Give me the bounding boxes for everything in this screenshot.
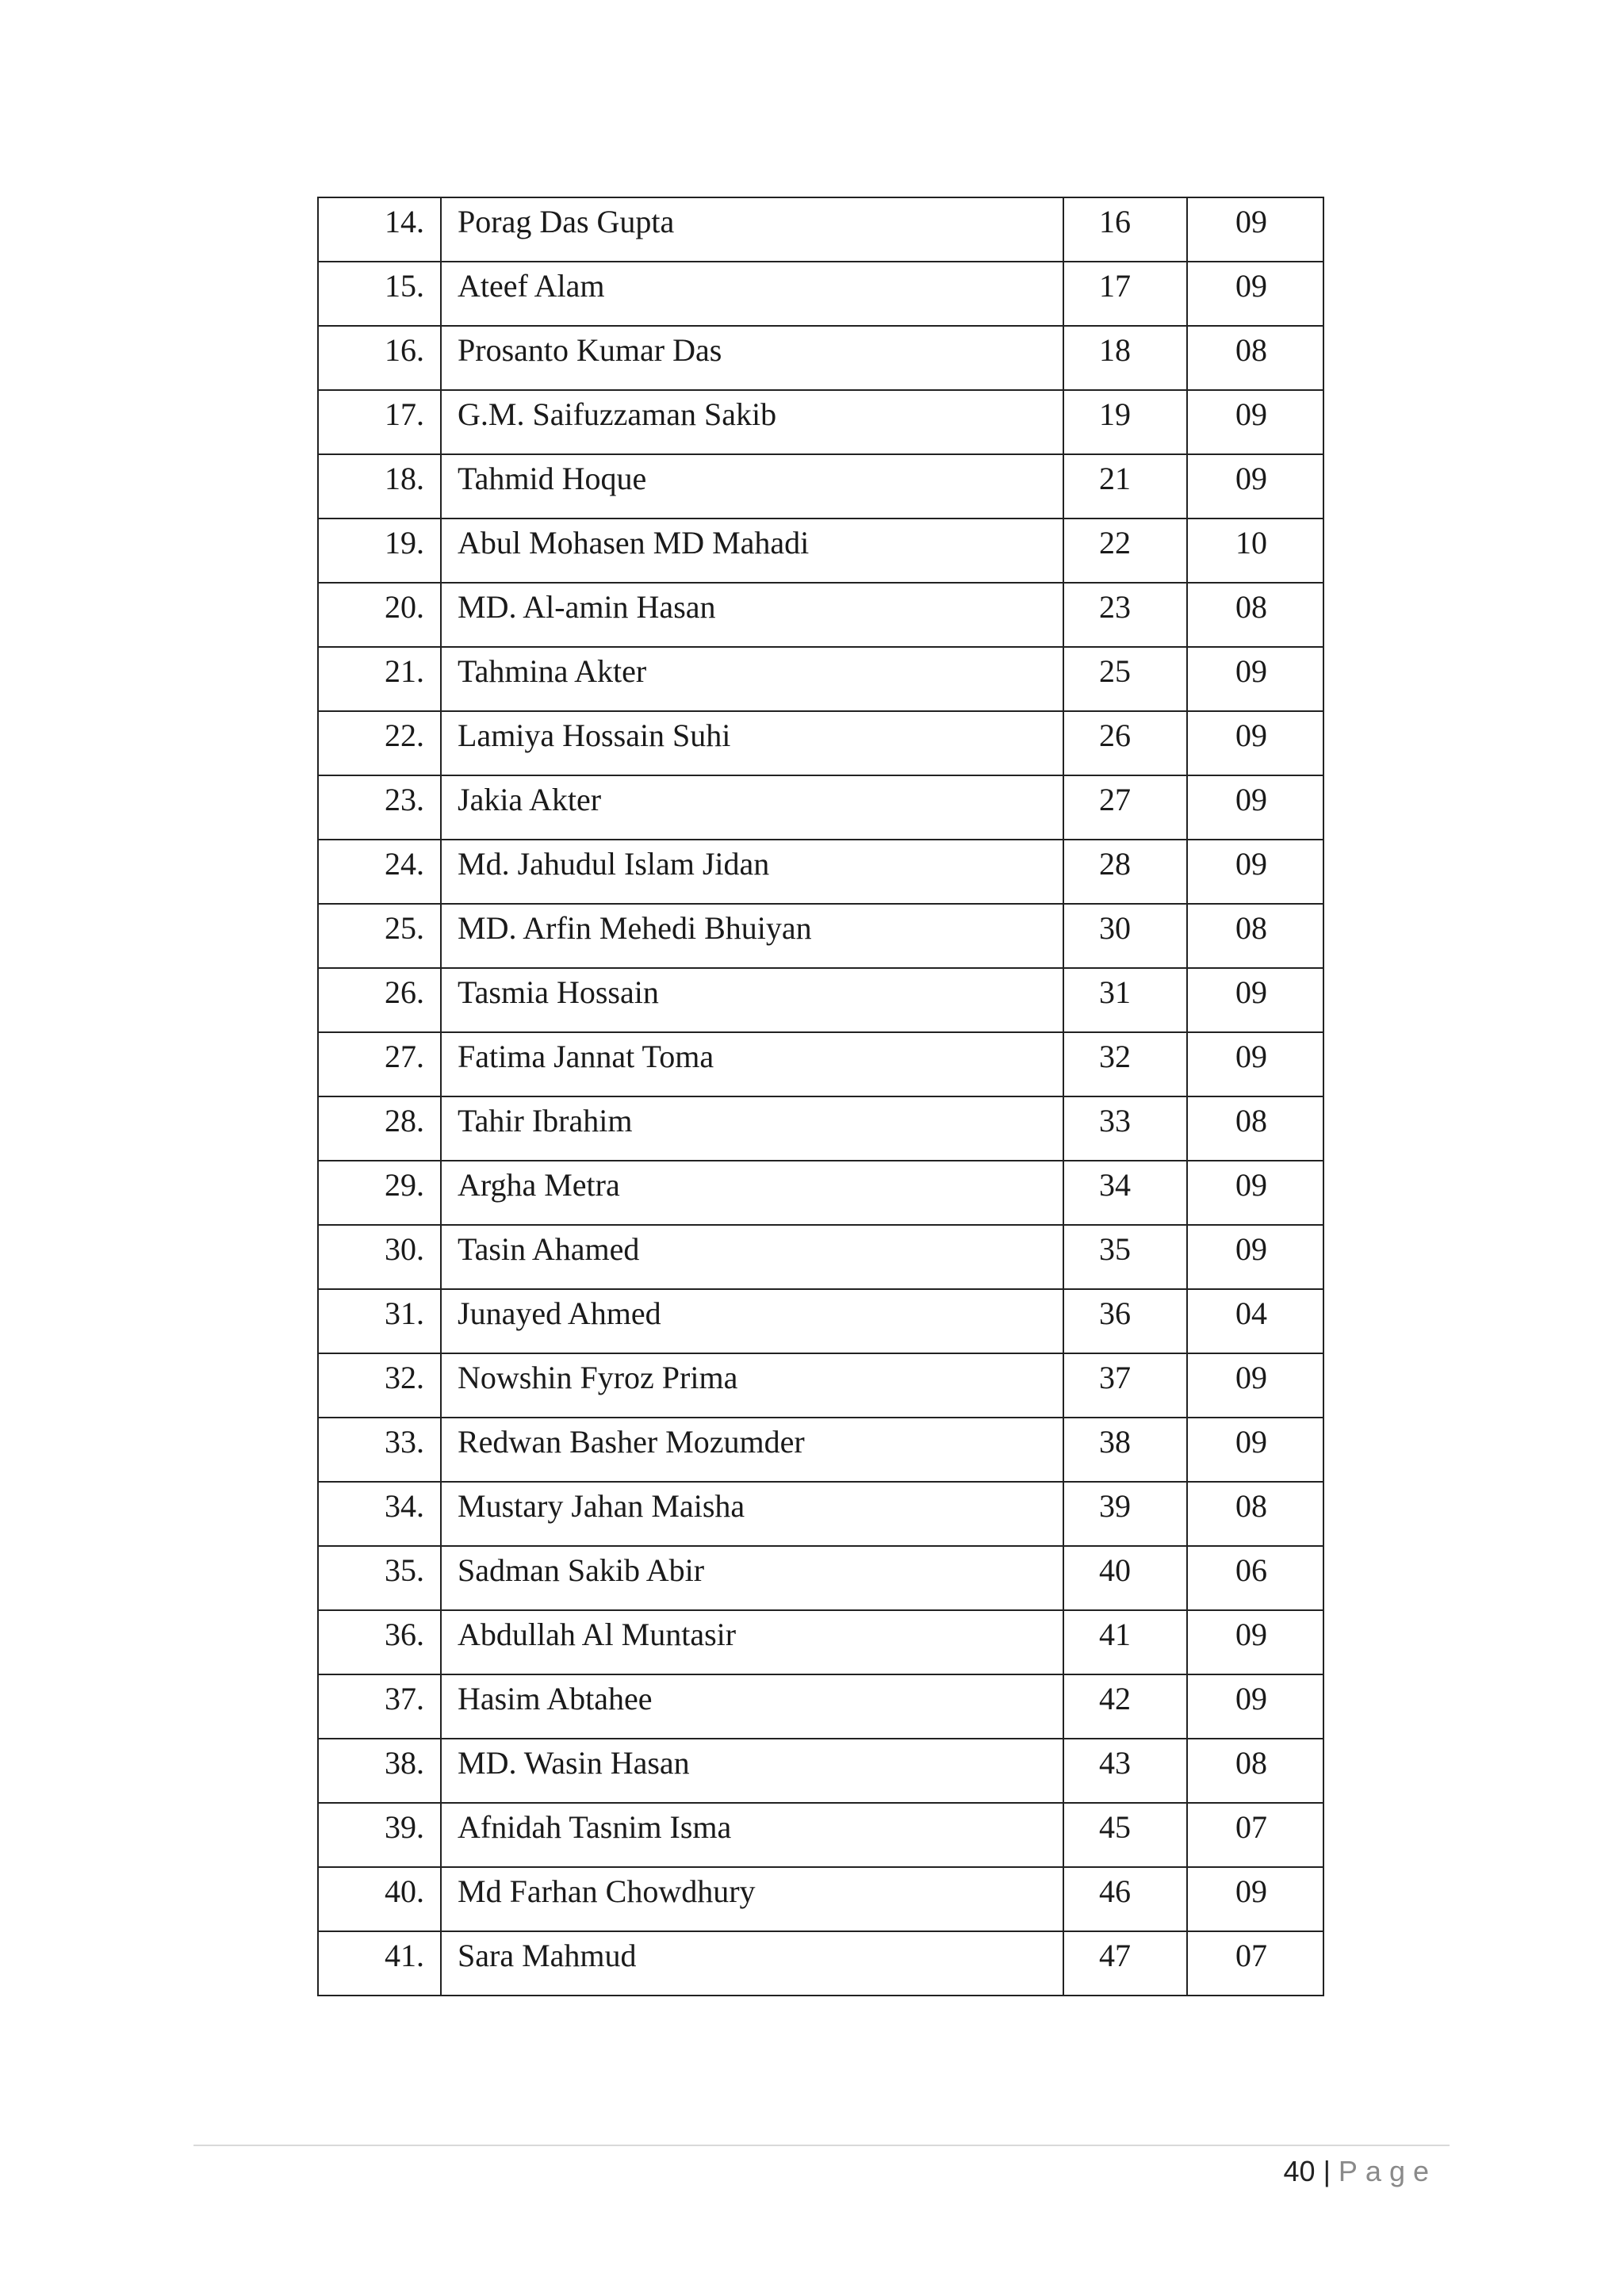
serial-number-cell: 18. bbox=[318, 454, 441, 519]
table-row bbox=[318, 583, 1323, 647]
marks-cell: 08 bbox=[1187, 583, 1323, 647]
student-name-cell: Sara Mahmud bbox=[441, 1931, 1063, 1996]
table-row bbox=[318, 1096, 1323, 1161]
marks-cell: 09 bbox=[1187, 711, 1323, 775]
student-name-cell: MD. Arfin Mehedi Bhuiyan bbox=[441, 904, 1063, 968]
table-row bbox=[318, 326, 1323, 390]
table-row bbox=[318, 390, 1323, 454]
marks-cell: 09 bbox=[1187, 1161, 1323, 1225]
table-row bbox=[318, 775, 1323, 840]
marks-cell: 08 bbox=[1187, 326, 1323, 390]
marks-cell: 09 bbox=[1187, 1867, 1323, 1931]
student-name-cell: Nowshin Fyroz Prima bbox=[441, 1353, 1063, 1418]
roll-number-cell: 40 bbox=[1063, 1546, 1187, 1610]
student-name-cell: MD. Al-amin Hasan bbox=[441, 583, 1063, 647]
table-row bbox=[318, 1225, 1323, 1289]
roll-number-cell: 28 bbox=[1063, 840, 1187, 904]
marks-cell: 09 bbox=[1187, 775, 1323, 840]
marks-cell: 09 bbox=[1187, 840, 1323, 904]
roll-number-cell: 19 bbox=[1063, 390, 1187, 454]
serial-number-cell: 26. bbox=[318, 968, 441, 1032]
marks-cell: 07 bbox=[1187, 1803, 1323, 1867]
serial-number-cell: 14. bbox=[318, 197, 441, 262]
roll-number-cell: 38 bbox=[1063, 1418, 1187, 1482]
roll-number-cell: 17 bbox=[1063, 262, 1187, 326]
roll-number-cell: 34 bbox=[1063, 1161, 1187, 1225]
table-body bbox=[318, 197, 1323, 1996]
table-row bbox=[318, 968, 1323, 1032]
serial-number-cell: 39. bbox=[318, 1803, 441, 1867]
roll-number-cell: 35 bbox=[1063, 1225, 1187, 1289]
serial-number-cell: 27. bbox=[318, 1032, 441, 1096]
student-name-cell: Afnidah Tasnim Isma bbox=[441, 1803, 1063, 1867]
table-row bbox=[318, 1353, 1323, 1418]
serial-number-cell: 16. bbox=[318, 326, 441, 390]
student-name-cell: Tasmia Hossain bbox=[441, 968, 1063, 1032]
table-row bbox=[318, 840, 1323, 904]
student-name-cell: Md Farhan Chowdhury bbox=[441, 1867, 1063, 1931]
serial-number-cell: 21. bbox=[318, 647, 441, 711]
student-name-cell: Porag Das Gupta bbox=[441, 197, 1063, 262]
marks-cell: 04 bbox=[1187, 1289, 1323, 1353]
roll-number-cell: 25 bbox=[1063, 647, 1187, 711]
marks-cell: 09 bbox=[1187, 1610, 1323, 1674]
table-row bbox=[318, 1032, 1323, 1096]
table-row bbox=[318, 1418, 1323, 1482]
table-row bbox=[318, 1931, 1323, 1996]
footer-separator: | bbox=[1323, 2155, 1331, 2187]
serial-number-cell: 36. bbox=[318, 1610, 441, 1674]
roll-number-cell: 37 bbox=[1063, 1353, 1187, 1418]
serial-number-cell: 29. bbox=[318, 1161, 441, 1225]
student-name-cell: Tahir Ibrahim bbox=[441, 1096, 1063, 1161]
student-name-cell: G.M. Saifuzzaman Sakib bbox=[441, 390, 1063, 454]
student-name-cell: Sadman Sakib Abir bbox=[441, 1546, 1063, 1610]
table-row bbox=[318, 1867, 1323, 1931]
student-name-cell: Fatima Jannat Toma bbox=[441, 1032, 1063, 1096]
serial-number-cell: 33. bbox=[318, 1418, 441, 1482]
student-name-cell: Prosanto Kumar Das bbox=[441, 326, 1063, 390]
student-name-cell: Argha Metra bbox=[441, 1161, 1063, 1225]
footer-divider bbox=[193, 2145, 1450, 2146]
table-row bbox=[318, 1161, 1323, 1225]
table-row bbox=[318, 1289, 1323, 1353]
roll-number-cell: 30 bbox=[1063, 904, 1187, 968]
serial-number-cell: 37. bbox=[318, 1674, 441, 1739]
student-name-cell: Md. Jahudul Islam Jidan bbox=[441, 840, 1063, 904]
student-name-cell: Tahmina Akter bbox=[441, 647, 1063, 711]
serial-number-cell: 17. bbox=[318, 390, 441, 454]
marks-cell: 09 bbox=[1187, 1674, 1323, 1739]
roll-number-cell: 22 bbox=[1063, 519, 1187, 583]
marks-cell: 07 bbox=[1187, 1931, 1323, 1996]
table-row bbox=[318, 197, 1323, 262]
student-name-cell: MD. Wasin Hasan bbox=[441, 1739, 1063, 1803]
serial-number-cell: 15. bbox=[318, 262, 441, 326]
roll-number-cell: 21 bbox=[1063, 454, 1187, 519]
roll-number-cell: 42 bbox=[1063, 1674, 1187, 1739]
table-row bbox=[318, 1610, 1323, 1674]
marks-cell: 08 bbox=[1187, 1739, 1323, 1803]
serial-number-cell: 25. bbox=[318, 904, 441, 968]
table-row bbox=[318, 904, 1323, 968]
roll-number-cell: 46 bbox=[1063, 1867, 1187, 1931]
marks-cell: 08 bbox=[1187, 904, 1323, 968]
student-name-cell: Redwan Basher Mozumder bbox=[441, 1418, 1063, 1482]
table-row bbox=[318, 1803, 1323, 1867]
marks-cell: 09 bbox=[1187, 390, 1323, 454]
student-name-cell: Ateef Alam bbox=[441, 262, 1063, 326]
roll-number-cell: 47 bbox=[1063, 1931, 1187, 1996]
roll-number-cell: 33 bbox=[1063, 1096, 1187, 1161]
student-marks-table bbox=[317, 197, 1324, 1996]
marks-cell: 06 bbox=[1187, 1546, 1323, 1610]
serial-number-cell: 40. bbox=[318, 1867, 441, 1931]
roll-number-cell: 41 bbox=[1063, 1610, 1187, 1674]
marks-cell: 09 bbox=[1187, 1418, 1323, 1482]
page-footer bbox=[1284, 2155, 1437, 2188]
student-name-cell: Tahmid Hoque bbox=[441, 454, 1063, 519]
serial-number-cell: 24. bbox=[318, 840, 441, 904]
serial-number-cell: 32. bbox=[318, 1353, 441, 1418]
roll-number-cell: 31 bbox=[1063, 968, 1187, 1032]
student-name-cell: Abul Mohasen MD Mahadi bbox=[441, 519, 1063, 583]
page-label: Page bbox=[1338, 2155, 1437, 2187]
student-name-cell: Junayed Ahmed bbox=[441, 1289, 1063, 1353]
student-name-cell: Lamiya Hossain Suhi bbox=[441, 711, 1063, 775]
serial-number-cell: 38. bbox=[318, 1739, 441, 1803]
marks-cell: 09 bbox=[1187, 647, 1323, 711]
serial-number-cell: 28. bbox=[318, 1096, 441, 1161]
serial-number-cell: 20. bbox=[318, 583, 441, 647]
serial-number-cell: 30. bbox=[318, 1225, 441, 1289]
roll-number-cell: 36 bbox=[1063, 1289, 1187, 1353]
page-number: 40 bbox=[1283, 2155, 1316, 2187]
serial-number-cell: 34. bbox=[318, 1482, 441, 1546]
roll-number-cell: 32 bbox=[1063, 1032, 1187, 1096]
marks-cell: 10 bbox=[1187, 519, 1323, 583]
marks-cell: 09 bbox=[1187, 1225, 1323, 1289]
serial-number-cell: 19. bbox=[318, 519, 441, 583]
table-row bbox=[318, 454, 1323, 519]
roll-number-cell: 26 bbox=[1063, 711, 1187, 775]
roll-number-cell: 27 bbox=[1063, 775, 1187, 840]
roll-number-cell: 18 bbox=[1063, 326, 1187, 390]
table-row bbox=[318, 711, 1323, 775]
marks-cell: 09 bbox=[1187, 454, 1323, 519]
serial-number-cell: 31. bbox=[318, 1289, 441, 1353]
roll-number-cell: 39 bbox=[1063, 1482, 1187, 1546]
marks-cell: 09 bbox=[1187, 1032, 1323, 1096]
serial-number-cell: 41. bbox=[318, 1931, 441, 1996]
roll-number-cell: 43 bbox=[1063, 1739, 1187, 1803]
table-row bbox=[318, 1739, 1323, 1803]
marks-cell: 08 bbox=[1187, 1096, 1323, 1161]
student-name-cell: Jakia Akter bbox=[441, 775, 1063, 840]
serial-number-cell: 22. bbox=[318, 711, 441, 775]
roll-number-cell: 23 bbox=[1063, 583, 1187, 647]
student-name-cell: Hasim Abtahee bbox=[441, 1674, 1063, 1739]
table-row bbox=[318, 647, 1323, 711]
marks-cell: 08 bbox=[1187, 1482, 1323, 1546]
roll-number-cell: 16 bbox=[1063, 197, 1187, 262]
table-row bbox=[318, 519, 1323, 583]
table-row bbox=[318, 262, 1323, 326]
table-row bbox=[318, 1546, 1323, 1610]
serial-number-cell: 35. bbox=[318, 1546, 441, 1610]
student-name-cell: Abdullah Al Muntasir bbox=[441, 1610, 1063, 1674]
marks-cell: 09 bbox=[1187, 197, 1323, 262]
marks-cell: 09 bbox=[1187, 262, 1323, 326]
table-row bbox=[318, 1482, 1323, 1546]
serial-number-cell: 23. bbox=[318, 775, 441, 840]
roll-number-cell: 45 bbox=[1063, 1803, 1187, 1867]
table-row bbox=[318, 1674, 1323, 1739]
student-name-cell: Tasin Ahamed bbox=[441, 1225, 1063, 1289]
marks-cell: 09 bbox=[1187, 1353, 1323, 1418]
marks-cell: 09 bbox=[1187, 968, 1323, 1032]
student-name-cell: Mustary Jahan Maisha bbox=[441, 1482, 1063, 1546]
